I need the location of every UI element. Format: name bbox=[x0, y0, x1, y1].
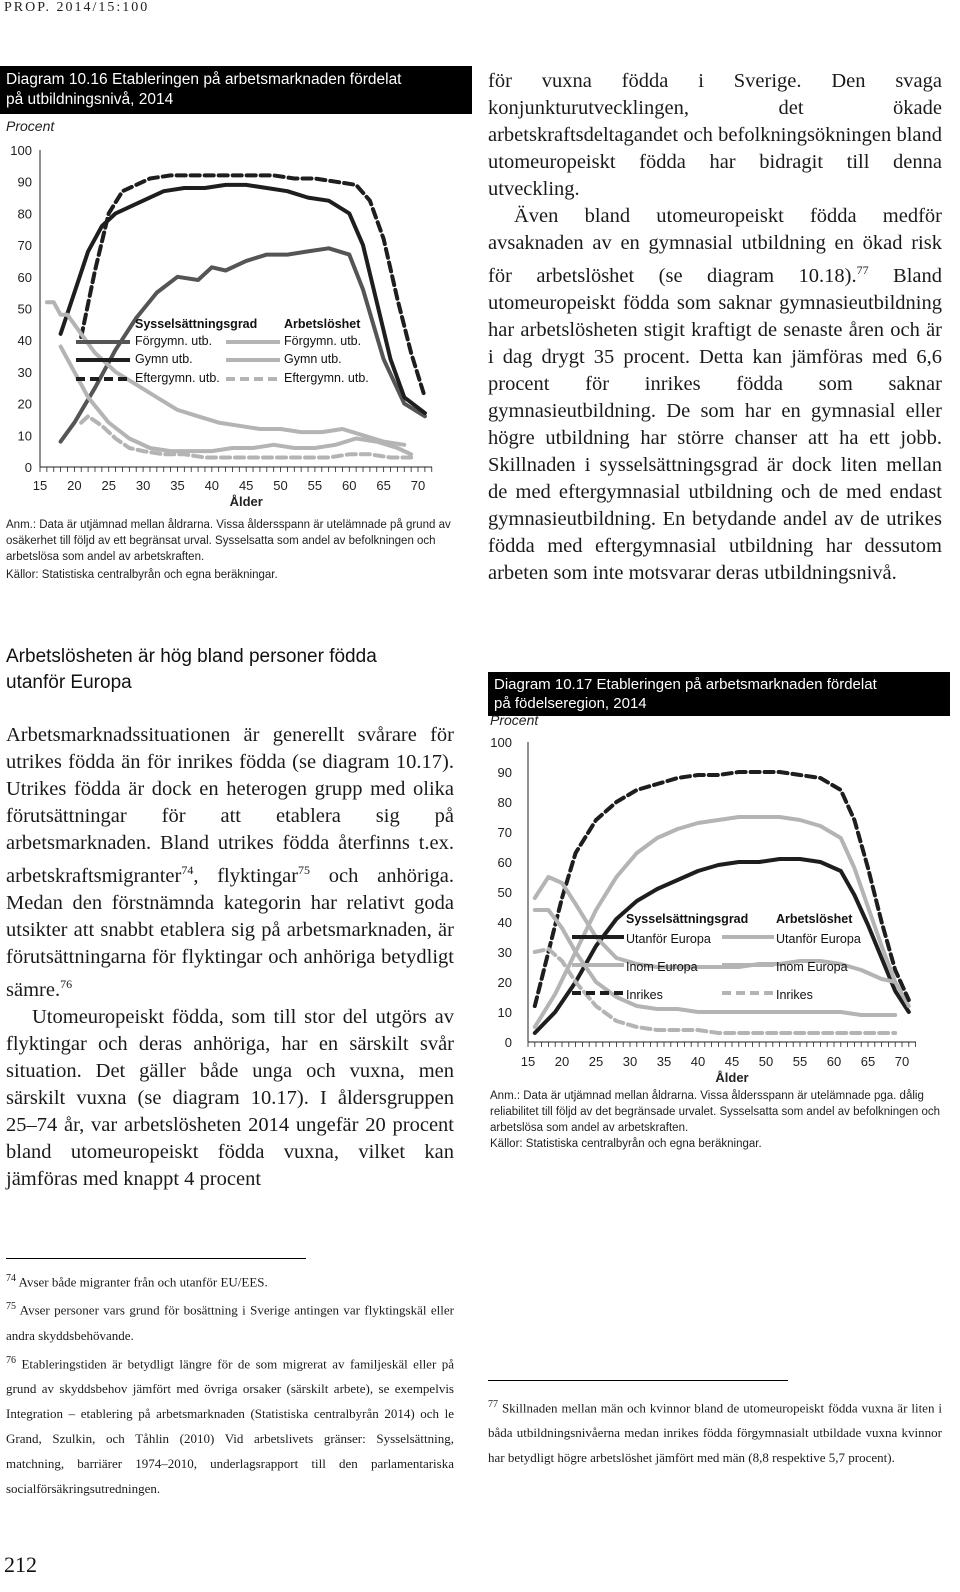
left-paragraph-1: Arbetsmarknadssituationen är generellt svårare för utrikes födda än för inrikes födda (se diagram 10.17). Utrikes födda är dock en heterogen grupp med olika förutsättningar för att etablera sig på arbetsmarknaden. Bland utrikes födda återfinns t.ex. arbetskraftsmigranter$^{74}$, flyktingar$^{75}$ och anhöriga. Medan den förstnämnda kategorin har relativt goda utsikter att snabbt etablera sig på arbetsmarknaden, är förutsättningarna för flyktingar och anhöriga betydligt sämre.$^{76}$ bbox=[6, 724, 455, 1001]
left-paragraph-2: Utomeuropeiskt födda, som till stor del utgörs av flyktingar och deras anhöriga, har en särskilt svår situation. Det gäller både unga och vuxna, men särskilt vuxna (se diagram 10.17). I åldersgruppen 25–74 år, var arbetslösheten 2014 ungefär 20 procent bland utomeuropeiskt födda vuxna, vilket kan jämföras med knappt 4 procent bbox=[6, 1005, 454, 1190]
x-tick-label: 40 bbox=[690, 1054, 706, 1069]
diagram-1-legend-item: Eftergymn. utb. bbox=[135, 371, 220, 385]
page-number: 212 bbox=[4, 1552, 37, 1577]
x-tick-label: 55 bbox=[307, 478, 323, 493]
diagram-1-note-text: Anm.: Data är utjämnad mellan åldrarna. Vissa åldersspann är utelämnade på grund av osäkerhet till följd av ett begränsat urval. Sysselsatta som andel av befolkningen och arbetslösa som andel av arbetskraften. bbox=[6, 519, 451, 563]
footnotes-left bbox=[6, 1266, 454, 1501]
y-tick-label: 90 bbox=[17, 174, 32, 190]
diagram-2-title-bar bbox=[488, 672, 950, 716]
x-tick-label: 70 bbox=[894, 1054, 910, 1069]
diagram-2-legend-item: Inrikes bbox=[776, 988, 813, 1002]
footnote-ref-75[interactable]: 75 bbox=[298, 863, 311, 877]
x-tick-label: 45 bbox=[238, 478, 254, 493]
diagram-2-unit: Procent bbox=[490, 712, 539, 728]
diagram-2-source: Källor: Statistiska centralbyrån och egna beräkningar. bbox=[490, 1138, 762, 1150]
diagram-2-legend-item: Inrikes bbox=[626, 988, 663, 1002]
x-tick-label: 30 bbox=[135, 478, 151, 493]
x-tick-label: 60 bbox=[342, 478, 357, 493]
y-tick-label: 100 bbox=[490, 735, 512, 750]
series-line-1 bbox=[535, 859, 909, 1033]
y-tick-label: 0 bbox=[504, 1035, 512, 1050]
y-tick-label: 20 bbox=[497, 975, 512, 990]
y-tick-label: 60 bbox=[17, 269, 32, 285]
footnote-rule-right bbox=[488, 1380, 788, 1381]
diagram-2-note-text: Anm.: Data är utjämnad mellan åldrarna. Vissa åldersspann är utelämnade pga. dålig reliabilitet till följd av det begränsade urvalet. Sysselsatta som andel av befolkningen och arbetslösa som andel av arbetskraften. bbox=[490, 1090, 941, 1134]
diagram-1-title-line1: Diagram 10.16 Etableringen på arbetsmarknaden fördelat bbox=[6, 71, 402, 88]
x-axis-label: Ålder bbox=[229, 494, 263, 509]
x-tick-label: 70 bbox=[410, 478, 426, 493]
x-tick-label: 50 bbox=[758, 1054, 774, 1069]
y-tick-label: 70 bbox=[497, 825, 512, 840]
x-tick-label: 25 bbox=[101, 478, 116, 493]
y-tick-label: 70 bbox=[17, 238, 32, 254]
x-tick-label: 35 bbox=[170, 478, 185, 493]
right-column-text bbox=[488, 68, 942, 587]
diagram-1-note bbox=[6, 517, 468, 583]
y-tick-label: 30 bbox=[17, 364, 32, 380]
x-tick-label: 20 bbox=[67, 478, 82, 493]
diagram-1-legend-group2-title: Arbetslöshet bbox=[284, 317, 361, 331]
diagram-2-title-line2: på födelseregion, 2014 bbox=[494, 695, 647, 712]
diagram-1-title-bar bbox=[0, 66, 472, 114]
diagram-1-legend-group1-title: Sysselsättningsgrad bbox=[135, 317, 258, 331]
x-tick-label: 65 bbox=[860, 1054, 876, 1069]
x-tick-label: 50 bbox=[273, 478, 288, 493]
x-tick-label: 55 bbox=[792, 1054, 808, 1069]
y-tick-label: 100 bbox=[10, 143, 32, 158]
diagram-1-legend-item: Förgymn. utb. bbox=[284, 334, 362, 348]
diagram-2-legend-item: Inom Europa bbox=[776, 960, 848, 974]
x-tick-label: 20 bbox=[554, 1054, 570, 1069]
x-tick-label: 15 bbox=[32, 478, 48, 493]
diagram-2-legend-group1-title: Sysselsättningsgrad bbox=[626, 912, 749, 926]
x-tick-label: 60 bbox=[826, 1054, 842, 1069]
diagram-1-legend-item: Förgymn. utb. bbox=[135, 334, 213, 348]
diagram-2-legend-item: Utanför Europa bbox=[776, 932, 861, 946]
diagram-1-source: Källor: Statistiska centralbyrån och egna beräkningar. bbox=[6, 569, 278, 581]
diagram-1-title-line2: på utbildningsnivå, 2014 bbox=[6, 91, 174, 108]
x-axis-label: Ålder bbox=[715, 1070, 749, 1084]
footnote-ref-74[interactable]: 74 bbox=[181, 863, 194, 877]
footnote-75: $^{75}$ Avser personer vars grund för bosättning i Sverige antingen var flyktingskäl eller andra skyddsbehövande. bbox=[6, 1301, 454, 1343]
right-paragraph-2: Även bland utomeuropeiskt födda medför avsaknaden av en gymnasial utbildning en ökad risk för arbetslöshet (se diagram 10.18).$^{77}$ Bland utomeuropeiskt födda som saknar gymnasieutbildning har arbetslösheten stigit kraftigt de senaste åren och är i dag drygt 35 procent. Detta kan jämföras med 6,6 procent för inrikes födda som saknar gymnasieutbildning. De som har en gymnasial eller högre utbildning har större chanser att ha ett jobb. Skillnaden i sysselsättningsgrad är dock liten mellan de med eftergymnasial utbildning och de med endast gymnasieutbildning. En betydande andel av de utrikes födda med eftergymnasial utbildning har dessutom arbeten som inte motsvarar deras utbildningsnivå. bbox=[488, 205, 943, 584]
x-tick-label: 45 bbox=[724, 1054, 740, 1069]
x-tick-label: 35 bbox=[656, 1054, 672, 1069]
x-tick-label: 15 bbox=[520, 1054, 536, 1069]
y-tick-label: 30 bbox=[497, 945, 512, 960]
left-column-text bbox=[6, 722, 454, 1193]
diagram-2-legend-item: Utanför Europa bbox=[626, 932, 711, 946]
diagram-1-legend-item: Eftergymn. utb. bbox=[284, 371, 369, 385]
y-tick-label: 60 bbox=[497, 855, 512, 870]
diagram-2-legend-item: Inom Europa bbox=[626, 960, 698, 974]
footnote-ref-76[interactable]: 76 bbox=[60, 976, 73, 991]
x-tick-label: 25 bbox=[588, 1054, 604, 1069]
footnotes-right bbox=[488, 1392, 942, 1470]
y-tick-label: 40 bbox=[17, 333, 32, 349]
diagram-1-unit: Procent bbox=[6, 118, 55, 134]
y-tick-label: 80 bbox=[17, 206, 32, 222]
y-tick-label: 0 bbox=[24, 460, 32, 475]
footnote-74: $^{74}$ Avser både migranter från och utanför EU/EES. bbox=[6, 1273, 268, 1290]
diagram-2-chart bbox=[484, 732, 954, 1084]
y-tick-label: 50 bbox=[497, 885, 512, 900]
y-tick-label: 90 bbox=[497, 765, 512, 780]
diagram-2-title-line1: Diagram 10.17 Etableringen på arbetsmarknaden fördelat bbox=[494, 676, 877, 693]
diagram-1-legend-item: Gymn utb. bbox=[284, 352, 342, 366]
y-tick-label: 50 bbox=[17, 301, 32, 317]
y-tick-label: 80 bbox=[497, 795, 512, 810]
y-tick-label: 40 bbox=[497, 915, 512, 930]
y-tick-label: 20 bbox=[17, 396, 32, 412]
footnote-rule-left bbox=[6, 1258, 306, 1259]
diagram-2-legend-group2-title: Arbetslöshet bbox=[776, 912, 853, 926]
x-tick-label: 65 bbox=[376, 478, 391, 493]
x-tick-label: 30 bbox=[622, 1054, 638, 1069]
diagram-2-svg bbox=[484, 732, 954, 1084]
diagram-1-legend-item: Gymn utb. bbox=[135, 352, 193, 366]
section-heading-line1: Arbetslösheten är hög bland personer födda bbox=[6, 646, 377, 667]
x-tick-label: 40 bbox=[204, 478, 220, 493]
y-tick-label: 10 bbox=[497, 1005, 512, 1020]
footnote-76: $^{76}$ Etableringstiden är betydligt längre för de som migrerat av familjeskäl eller på grund av skyddsbehov jämfört med övriga orsaker (särskilt arbete), se exempelvis Integration – etablering på arbetsmarknaden (Statistiska centralbyrån 2014) och le Grand, Szulkin, och Tåhlin (2010) Vid arbetslivets gränser: Sysselsättning, matchning, barriärer 1974–2010, underlagsrapport till den parlamentariska socialförsäkringsutredningen. bbox=[6, 1354, 455, 1496]
section-heading bbox=[6, 644, 377, 696]
diagram-2-note bbox=[490, 1088, 942, 1152]
footnote-77: $^{77}$ Skillnaden mellan män och kvinnor bland de utomeuropeiskt födda vuxna är liten i båda utbildningsnivåerna medan inrikes födda förgymnasialt utbildade vuxna kvinnor har betydligt högre arbetslöshet jämfört med män (8,8 respektive 5,7 procent). bbox=[488, 1399, 943, 1466]
footnote-ref-77[interactable]: 77 bbox=[856, 263, 869, 277]
section-heading-line2: utanför Europa bbox=[6, 672, 132, 693]
y-tick-label: 10 bbox=[17, 428, 32, 444]
right-paragraph-1: för vuxna födda i Sverige. Den svaga konjunkturutvecklingen, det ökade arbetskraftsdeltagandet och befolkningsökningen bland utomeuropeiskt födda har bidragit till denna utveckling. bbox=[488, 70, 942, 200]
running-head: PROP. 2014/15:100 bbox=[4, 0, 150, 15]
